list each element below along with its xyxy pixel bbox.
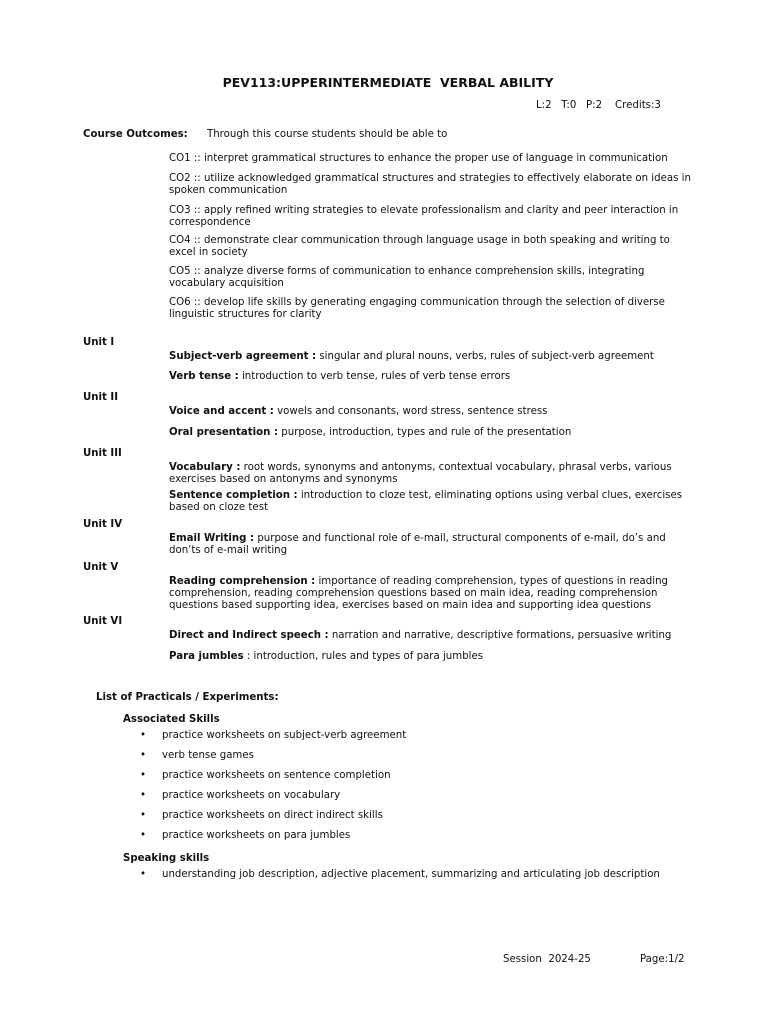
bullet-icon: • — [140, 790, 147, 801]
topic-heading: Sentence completion : — [169, 490, 298, 501]
topic-heading: Reading comprehension : — [169, 576, 316, 587]
associated-skills-heading: Associated Skills — [123, 714, 220, 725]
course-outcomes-intro: Through this course students should be able to — [207, 129, 448, 140]
unit-label: Unit III — [83, 448, 122, 459]
course-outcome-item: CO6 :: develop life skills by generating engaging communication through the selection of diverse linguistic structures for clarity — [169, 297, 665, 320]
course-outcome-item: CO1 :: interpret grammatical structures to enhance the proper use of language in communication — [169, 153, 668, 164]
bullet-icon: • — [140, 730, 147, 741]
bullet-icon: • — [140, 750, 147, 761]
unit-topic — [169, 651, 694, 663]
credit-summary: L:2 T:0 P:2 Credits:3 — [536, 100, 661, 111]
list-item: practice worksheets on subject-verb agreement — [162, 730, 407, 741]
course-title: PEV113:UPPERINTERMEDIATE VERBAL ABILITY — [222, 75, 554, 90]
list-item: practice worksheets on sentence completion — [162, 770, 391, 781]
list-item: verb tense games — [162, 750, 254, 761]
unit-topic — [169, 351, 694, 363]
list-item: practice worksheets on direct indirect skills — [162, 810, 383, 821]
course-outcome-item: CO2 :: utilize acknowledged grammatical structures and strategies to effectively elaborate on ideas in spoken communication — [169, 173, 691, 196]
session-label: Session 2024-25 — [503, 954, 591, 965]
topic-heading: Subject-verb agreement : — [169, 351, 317, 362]
speaking-skills-heading: Speaking skills — [123, 853, 210, 864]
topic-heading: Oral presentation : — [169, 427, 279, 438]
unit-topic — [169, 406, 694, 418]
unit-topic — [169, 490, 694, 514]
topic-heading: Email Writing : — [169, 533, 255, 544]
topic-heading: Vocabulary : — [169, 462, 241, 473]
topic-text: purpose and functional role of e-mail, structural components of e-mail, do’s and don’ts of e-mail writing — [169, 533, 666, 556]
page-number: Page:1/2 — [640, 954, 685, 965]
topic-heading: Para jumbles — [169, 651, 244, 662]
course-outcome-item: CO4 :: demonstrate clear communication through language usage in both speaking and writing to excel in society — [169, 235, 670, 258]
bullet-icon: • — [140, 869, 147, 880]
topic-text: importance of reading comprehension, types of questions in reading comprehension, reading comprehension questions based on main idea, reading comprehension questions based supporting idea, exercises based on main idea and supporting idea questions — [169, 576, 668, 611]
topic-text: singular and plural nouns, verbs, rules of subject-verb agreement — [316, 351, 654, 362]
course-outcomes-label: Course Outcomes: — [83, 129, 188, 140]
unit-label: Unit I — [83, 337, 115, 348]
unit-topic — [169, 533, 694, 557]
unit-label: Unit IV — [83, 519, 123, 530]
topic-text: : introduction, rules and types of para jumbles — [243, 651, 484, 662]
topic-text: vowels and consonants, word stress, sentence stress — [273, 406, 548, 417]
topic-heading: Direct and Indirect speech : — [169, 630, 329, 641]
course-outcome-item: CO5 :: analyze diverse forms of communication to enhance comprehension skills, integrating vocabulary acquisition — [169, 266, 645, 289]
practicals-heading: List of Practicals / Experiments: — [96, 692, 279, 703]
topic-heading: Verb tense : — [169, 371, 239, 382]
unit-topic — [169, 630, 694, 642]
list-item: practice worksheets on vocabulary — [162, 790, 341, 801]
topic-text: root words, synonyms and antonyms, contextual vocabulary, phrasal verbs, various exercises based on antonyms and synonyms — [169, 462, 672, 485]
topic-text: narration and narrative, descriptive formations, persuasive writing — [328, 630, 672, 641]
topic-text: purpose, introduction, types and rule of the presentation — [278, 427, 572, 438]
unit-topic — [169, 462, 694, 486]
unit-topic — [169, 371, 694, 383]
list-item: understanding job description, adjective placement, summarizing and articulating job description — [162, 869, 660, 880]
unit-label: Unit II — [83, 392, 119, 403]
unit-label: Unit VI — [83, 616, 123, 627]
list-item: practice worksheets on para jumbles — [162, 830, 351, 841]
unit-topic — [169, 427, 694, 439]
bullet-icon: • — [140, 810, 147, 821]
topic-text: introduction to verb tense, rules of verb tense errors — [238, 371, 511, 382]
course-outcome-item: CO3 :: apply refined writing strategies to elevate professionalism and clarity and peer interaction in correspondence — [169, 205, 679, 228]
topic-text: introduction to cloze test, eliminating options using verbal clues, exercises based on cloze test — [169, 490, 683, 513]
bullet-icon: • — [140, 770, 147, 781]
topic-heading: Voice and accent : — [169, 406, 274, 417]
unit-label: Unit V — [83, 562, 119, 573]
bullet-icon: • — [140, 830, 147, 841]
unit-topic — [169, 576, 694, 612]
